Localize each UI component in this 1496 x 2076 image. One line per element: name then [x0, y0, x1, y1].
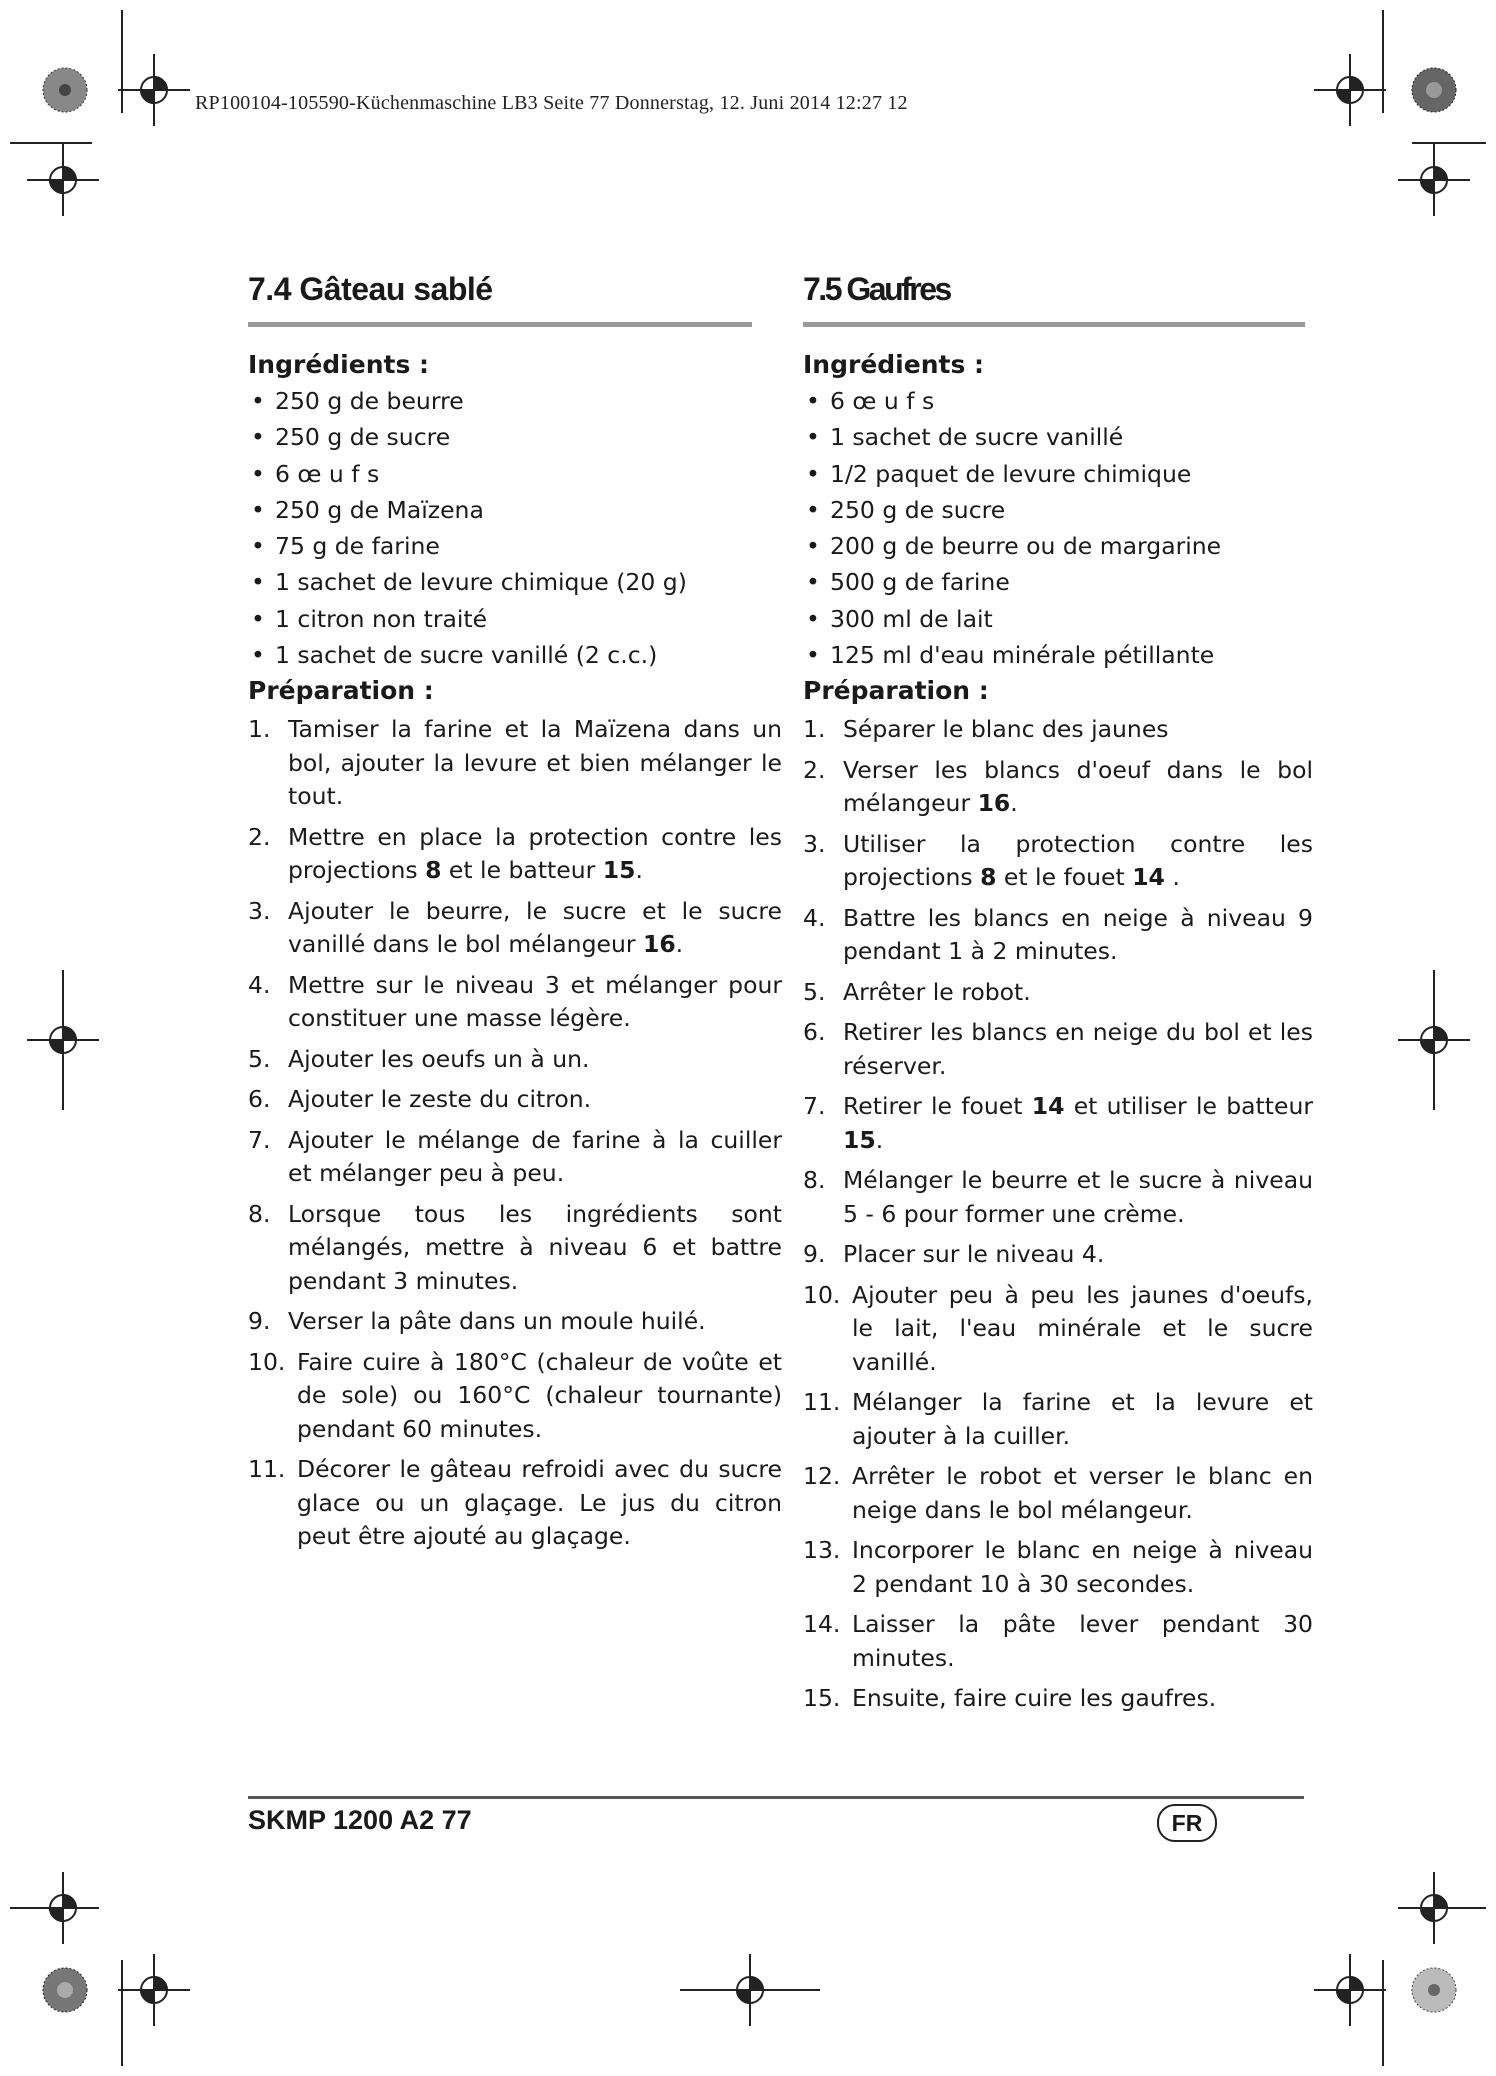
step-item: 4. Mettre sur le niveau 3 et mélanger pour constituer une masse légère. [248, 970, 782, 1033]
section-gaufres [803, 268, 1313, 1723]
ingredient-item: • 6 œ u f s [248, 456, 782, 492]
step-item: 12. Arrêter le robot et verser le blanc en neige dans le bol mélangeur. [803, 1462, 1313, 1524]
ingredient-item: • 1 sachet de sucre vanillé (2 c.c.) [248, 637, 782, 673]
step-item: 5. Ajouter les oeufs un à un. [248, 1044, 590, 1073]
ingredient-item: • 1 citron non traité [248, 601, 782, 637]
section-title: 7.4 Gâteau sablé [248, 271, 493, 307]
title-rule [803, 322, 1305, 327]
step-list [248, 713, 782, 1554]
ingredient-item: • 250 g de beurre [248, 383, 782, 419]
ingredient-item: • 125 ml d'eau minérale pétillante [803, 637, 1313, 673]
step-item: 8. Mélanger le beurre et le sucre à niveau 5 - 6 pour former une crème. [803, 1166, 1313, 1228]
step-item: 4. Battre les blancs en neige à niveau 9 pendant 1 à 2 minutes. [803, 903, 1313, 966]
step-item: 5. Arrêter le robot. [803, 977, 1031, 1006]
ingredient-list [248, 383, 782, 673]
step-item: 2. Verser les blancs d'oeuf dans le bol mélangeur 16. [803, 755, 1313, 818]
step-list [803, 713, 1313, 1716]
step-item: 11. Décorer le gâteau refroidi avec du sucre glace ou un glaçage. Le jus du citron peut être ajouté au glaçage. [248, 1455, 782, 1551]
step-item: 3. Utiliser la protection contre les projections 8 et le fouet 14 . [803, 829, 1313, 892]
footer-rule [248, 1796, 1304, 1799]
ingredients-heading: Ingrédients : [803, 350, 985, 379]
ingredient-item: • 1 sachet de sucre vanillé [803, 419, 1313, 455]
step-item: 14. Laisser la pâte lever pendant 30 minutes. [803, 1610, 1313, 1672]
ingredients-heading: Ingrédients : [248, 350, 430, 379]
step-item: 8. Lorsque tous les ingrédients sont mélangés, mettre à niveau 6 et battre pendant 3 minutes. [248, 1199, 782, 1295]
ingredient-item: • 250 g de sucre [803, 492, 1313, 528]
step-item: 9. Verser la pâte dans un moule huilé. [248, 1307, 706, 1336]
step-item: 3. Ajouter le beurre, le sucre et le sucre vanillé dans le bol mélangeur 16. [248, 896, 782, 959]
section-gateau-sable [248, 268, 782, 1561]
ingredient-item: • 75 g de farine [248, 528, 782, 564]
preparation-heading: Préparation : [248, 676, 434, 706]
preparation-heading: Préparation : [803, 676, 989, 706]
step-item: 13. Incorporer le blanc en neige à niveau 2 pendant 10 à 30 secondes. [803, 1536, 1313, 1598]
print-info: RP100104-105590-Küchenmaschine LB3 Seite 77 Donnerstag, 12. Juni 2014 12:27 12 [195, 92, 908, 114]
title-rule [248, 322, 752, 327]
ingredient-item: • 1 sachet de levure chimique (20 g) [248, 564, 782, 600]
ingredient-item: • 250 g de sucre [248, 419, 782, 455]
step-item: 1. Tamiser la farine et la Maïzena dans un bol, ajouter la levure et bien mélanger le tout. [248, 715, 782, 811]
step-item: 11. Mélanger la farine et la levure et ajouter à la cuiller. [803, 1388, 1313, 1450]
ingredient-item: • 1/2 paquet de levure chimique [803, 456, 1313, 492]
ingredient-item: • 300 ml de lait [803, 601, 1313, 637]
step-item: 10. Ajouter peu à peu les jaunes d'oeufs, le lait, l'eau minérale et le sucre vanillé. [803, 1280, 1313, 1376]
section-title: 7.5 Gaufres [803, 271, 950, 307]
step-item: 6. Ajouter le zeste du citron. [248, 1085, 592, 1114]
step-item: 7. Retirer le fouet 14 et utiliser le batteur 15. [803, 1092, 1313, 1154]
ingredient-item: • 250 g de Maïzena [248, 492, 782, 528]
step-item: 6. Retirer les blancs en neige du bol et les réserver. [803, 1018, 1313, 1080]
step-item: 9. Placer sur le niveau 4. [803, 1240, 1105, 1269]
ingredient-item: • 6 œ u f s [803, 383, 1313, 419]
step-item: 15. Ensuite, faire cuire les gaufres. [803, 1684, 1217, 1713]
step-item: 2. Mettre en place la protection contre les projections 8 et le batteur 15. [248, 822, 782, 885]
step-item: 10. Faire cuire à 180°C (chaleur de voûte et de sole) ou 160°C (chaleur tournante) pendant 60 minutes. [248, 1347, 782, 1443]
step-item: 1. Séparer le blanc des jaunes [803, 715, 1169, 744]
step-item: 7. Ajouter le mélange de farine à la cuiller et mélanger peu à peu. [248, 1125, 782, 1188]
ingredient-list [803, 383, 1313, 673]
ingredient-item: • 500 g de farine [803, 564, 1313, 600]
language-badge: FR [1157, 1804, 1217, 1842]
ingredient-item: • 200 g de beurre ou de margarine [803, 528, 1313, 564]
footer-model-page: SKMP 1200 A2 77 [248, 1805, 472, 1835]
